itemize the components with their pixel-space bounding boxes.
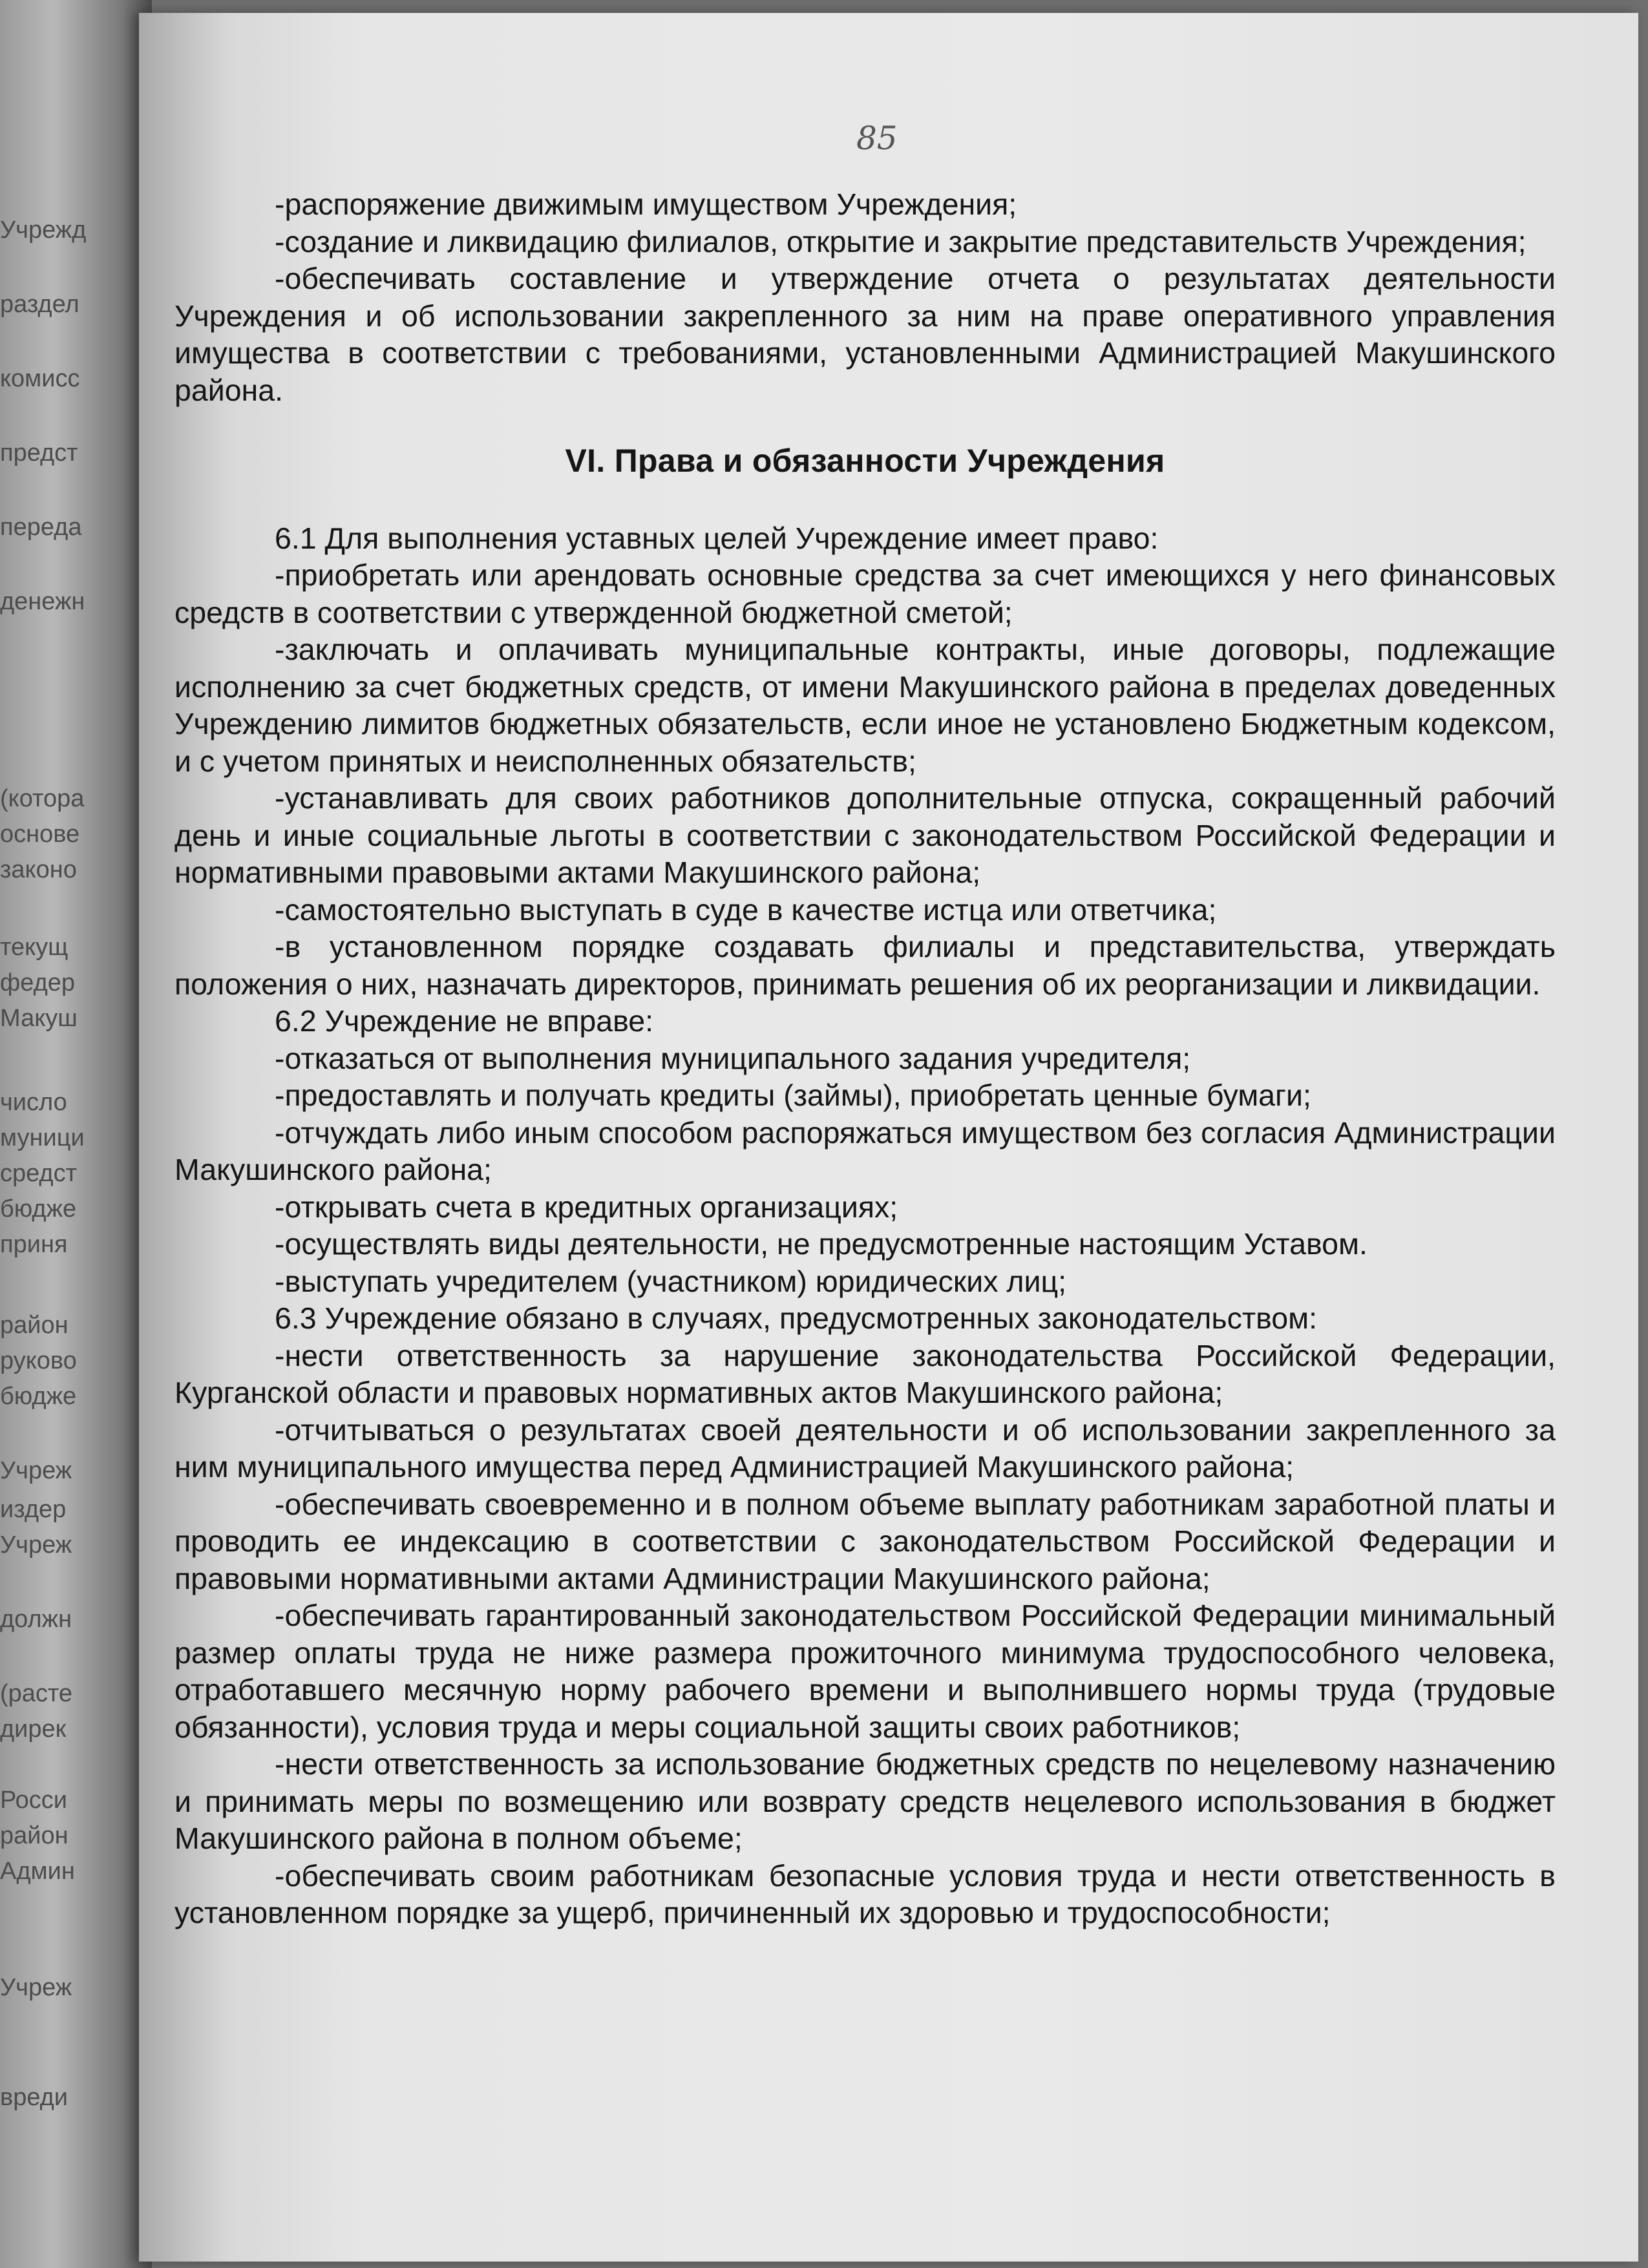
edge-fragment: Учреж <box>0 1457 72 1484</box>
clause-lead: 6.3 Учреждение обязано в случаях, предусмотренных законодательством: <box>275 1301 1318 1335</box>
edge-fragment: раздел <box>0 291 79 318</box>
paragraph: -выступать учредителем (участником) юридических лиц; <box>275 1264 1067 1298</box>
paragraph: -осуществлять виды деятельности, не предусмотренные настоящим Уставом. <box>275 1227 1368 1261</box>
edge-fragment: (котора <box>0 785 85 812</box>
paragraph: -предоставлять и получать кредиты (займы), приобретать ценные бумаги; <box>275 1078 1311 1112</box>
paragraph: -в установленном порядке создавать филиалы и представительства, утверждать положения о них, назначать директоров, принимать решения об их реорганизации и ликвидации. <box>174 930 1556 1001</box>
paragraph: -обеспечивать составление и утверждение отчета о результатах деятельности Учреждения и об использовании закрепленного за ним на праве оперативного управления имущества в соответствии с требованиями, установленными Администрацией Макушинского района. <box>174 262 1556 407</box>
paragraph: -нести ответственность за нарушение законодательства Российской Федерации, Курганской области и правовых нормативных актов Макушинского района; <box>174 1338 1556 1409</box>
edge-fragment: переда <box>0 514 82 541</box>
section-heading: VI. Права и обязанности Учреждения <box>565 443 1165 479</box>
paragraph: -отказаться от выполнения муниципального задания учредителя; <box>275 1041 1191 1075</box>
edge-fragment: Учрежд <box>0 216 87 244</box>
edge-fragment: Учреж <box>0 1974 72 2001</box>
edge-fragment: основе <box>0 821 80 848</box>
paragraph: -создание и ликвидацию филиалов, открытие и закрытие представительств Учреждения; <box>275 224 1527 258</box>
edge-fragment: руково <box>0 1347 77 1374</box>
paragraph: -устанавливать для своих работников дополнительные отпуска, сокращенный рабочий день и иные социальные льготы в соответствии с законодательством Российской Федерации и нормативными правовыми актами Макушинского района; <box>174 781 1556 889</box>
edge-fragment: вреди <box>0 2084 69 2111</box>
edge-fragment: муници <box>0 1124 85 1151</box>
edge-fragment: приня <box>0 1231 68 1258</box>
paragraph: -открывать счета в кредитных организациях; <box>275 1190 898 1224</box>
edge-fragment: средст <box>0 1160 78 1187</box>
document-body <box>174 186 1556 1932</box>
edge-fragment: бюдже <box>0 1383 77 1410</box>
paragraph: -обеспечивать гарантированный законодательством Российской Федерации минимальный размер оплаты труда не ниже размера прожиточного минимума трудоспособного человека, отработавшего месячную норму рабочего времени и выполнившего нормы труда (трудовые обязанности), условия труда и меры социальной защиты своих работников; <box>174 1599 1556 1744</box>
paragraph: -отчитываться о результатах своей деятельности и об использовании закрепленного за ним муниципального имущества перед Администрацией Макушинского района; <box>174 1412 1556 1484</box>
edge-fragment: Админ <box>0 1858 75 1885</box>
paragraph: -приобретать или арендовать основные средства за счет имеющихся у него финансовых средств в соответствии с утвержденной бюджетной сметой; <box>174 558 1556 629</box>
edge-fragment: Учреж <box>0 1531 72 1559</box>
edge-fragment: денежн <box>0 588 85 615</box>
clause-lead: 6.1 Для выполнения уставных целей Учреждение имеет право: <box>275 521 1159 555</box>
edge-fragment: текущ <box>0 934 69 961</box>
edge-fragment: дирек <box>0 1716 67 1743</box>
page-number: 85 <box>856 120 898 157</box>
edge-fragment: федер <box>0 969 76 996</box>
edge-fragment: число <box>0 1089 67 1116</box>
paragraph: -заключать и оплачивать муниципальные контракты, иные договоры, подлежащие исполнению за счет бюджетных средств, от имени Макушинского района в пределах доведенных Учреждению лимитов бюджетных обязательств, если иное не установлено Бюджетным кодексом, и с учетом принятых и неисполненных обязательств; <box>174 633 1556 778</box>
edge-fragment: район <box>0 1822 69 1849</box>
paragraph: -отчуждать либо иным способом распоряжаться имуществом без согласия Администрации Макушинского района; <box>174 1115 1556 1186</box>
edge-fragment: должн <box>0 1606 72 1633</box>
clause-lead: 6.2 Учреждение не вправе: <box>275 1004 654 1038</box>
edge-fragment: (расте <box>0 1680 73 1707</box>
paragraph: -обеспечивать своим работникам безопасные условия труда и нести ответственность в установленном порядке за ущерб, причиненный их здоровью и трудоспособности; <box>174 1858 1556 1929</box>
edge-fragment: район <box>0 1312 69 1339</box>
edge-fragment: издер <box>0 1496 67 1523</box>
previous-page-edge <box>0 0 152 2268</box>
edge-fragment: бюдже <box>0 1195 77 1223</box>
edge-fragment: комисс <box>0 365 80 392</box>
edge-fragment: законо <box>0 856 77 883</box>
paragraph: -обеспечивать своевременно и в полном объеме выплату работникам заработной платы и проводить ее индексацию в соответствии с законодательством Российской Федерации и правовыми нормативными актами Администрации Макушинского района; <box>174 1487 1556 1595</box>
document-page <box>139 13 1638 2262</box>
paragraph: -самостоятельно выступать в суде в качестве истца или ответчика; <box>275 892 1217 927</box>
paragraph: -нести ответственность за использование бюджетных средств по нецелевому назначению и принимать меры по возмещению или возврату средств нецелевого использования в бюджет Макушинского района в полном объеме; <box>174 1747 1556 1855</box>
edge-fragment: Макуш <box>0 1005 78 1032</box>
paragraph: -распоряжение движимым имуществом Учреждения; <box>275 187 1017 221</box>
edge-fragment: Росси <box>0 1787 68 1814</box>
edge-fragment: предст <box>0 439 78 467</box>
